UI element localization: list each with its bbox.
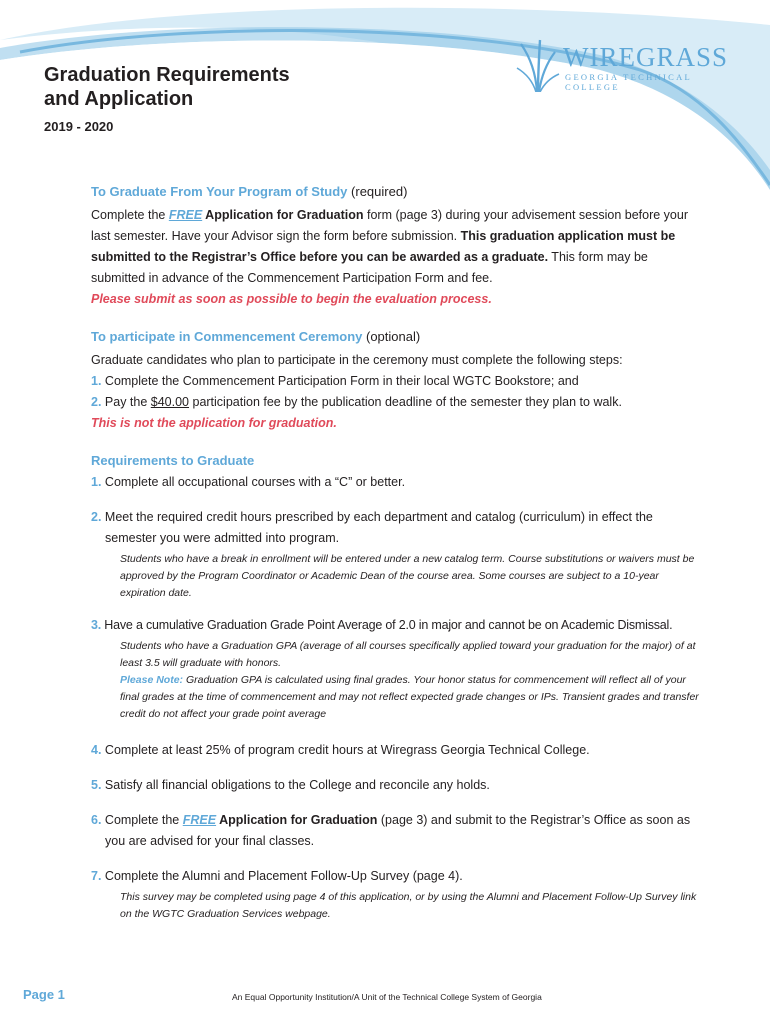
item-text: Complete at least 25% of program credit hours at Wiregrass Georgia Technical College. (101, 743, 590, 757)
step-item (91, 392, 703, 413)
heading-text: To participate in Commencement Ceremony (91, 329, 363, 344)
step-item (91, 371, 703, 392)
free-emphasis: FREE (168, 208, 203, 222)
text-span: This form may be submitted in advance of the Commencement Participation Form and fee. (91, 250, 648, 285)
application-name: Application for Graduation (216, 813, 378, 827)
grass-icon (515, 38, 561, 92)
item-number: 4. (91, 743, 102, 757)
item-number: 3. (91, 618, 102, 632)
text-span: form (page 3) during your advisement session before your last semester. Have your Advisor sign the form before submission. (91, 208, 688, 243)
please-note-label: Please Note: (120, 674, 184, 686)
item-note (120, 672, 705, 723)
free-emphasis: FREE (182, 813, 217, 827)
section-intro: Graduate candidates who plan to participate in the ceremony must complete the following steps: (91, 353, 623, 367)
requirement-item (91, 810, 703, 852)
item-text: Complete the Alumni and Placement Follow-Up Survey (page 4). (101, 869, 463, 883)
logo-subtitle: GEORGIA TECHNICAL COLLEGE (565, 72, 692, 92)
requirement-item (91, 740, 703, 761)
section-graduate-program (91, 183, 703, 310)
heading-tag: (required) (351, 184, 408, 199)
item-text: Meet the required credit hours prescribed by each department and catalog (curriculum) in effect the semester you were admitted into program. (101, 510, 653, 545)
alert-note: Please submit as soon as possible to begin the evaluation process. (91, 292, 492, 306)
item-number: 7. (91, 869, 102, 883)
page-number: Page 1 (23, 987, 65, 1002)
section-heading (91, 183, 703, 201)
heading-text: Requirements to Graduate (91, 453, 255, 468)
item-note: Students who have a Graduation GPA (average of all courses specifically applied toward your graduation for the major) of at least 3.5 will graduate with honors. (120, 640, 696, 669)
section-heading (91, 328, 703, 346)
item-text: (page 3) and submit to the Registrar’s Office as soon as you are advised for your final classes. (105, 813, 691, 848)
alert-note: This is not the application for graduation. (91, 416, 337, 430)
item-note: This survey may be completed using page 4 of this application, or by using the Alumni and Placement Follow-Up Survey link on the WGTC Graduation Services webpage. (120, 891, 697, 920)
section-requirements (91, 452, 703, 923)
title-line-1: Graduation Requirements (44, 64, 290, 86)
item-text: Satisfy all financial obligations to the College and reconcile any holds. (101, 778, 490, 792)
item-text: Complete all occupational courses with a “C” or better. (101, 475, 406, 489)
requirement-item (91, 472, 703, 493)
heading-tag: (optional) (366, 329, 421, 344)
logo-name: WIREGRASS (563, 42, 729, 72)
item-number: 6. (91, 813, 102, 827)
fee-amount: $40.00 (150, 395, 190, 409)
document-body (91, 183, 703, 923)
requirement-item (91, 507, 703, 549)
item-text: Complete the (101, 813, 183, 827)
item-note: Students who have a break in enrollment will be entered under a new catalog term. Course substitutions or waivers must be approved by the Program Coordinator or Academic Dean of the course area. Some courses are subject to a 10-year expiration date. (120, 553, 695, 599)
requirement-item (91, 866, 703, 887)
item-number: 5. (91, 778, 102, 792)
item-number: 2. (91, 510, 102, 524)
requirement-item (91, 615, 703, 636)
academic-year: 2019 - 2020 (44, 119, 114, 134)
section-paragraph (91, 205, 703, 289)
please-note-text: Graduation GPA is calculated using final grades. Your honor status for commencement will reflect all of your final grades at the time of commencement and may not reflect expected grade changes or IPs. Transient grades and transfer credit do not affect your grade point average (120, 674, 699, 720)
text-span: Complete the (91, 208, 169, 222)
section-heading (91, 452, 703, 470)
wiregrass-logo (515, 38, 745, 92)
footer-text: An Equal Opportunity Institution/A Unit of the Technical College System of Georgia (232, 992, 542, 1002)
requirement-item (91, 775, 703, 796)
step-number: 1. (91, 374, 102, 388)
step-number: 2. (91, 395, 102, 409)
item-number: 1. (91, 475, 102, 489)
step-text: Complete the Commencement Participation Form in their local WGTC Bookstore; and (101, 374, 579, 388)
bold-statement: This graduation application must be submitted to the Registrar’s Office before you can be awarded as a graduate. (91, 229, 676, 264)
item-text: Have a cumulative Graduation Grade Point Average of 2.0 in major and cannot be on Academic Dismissal. (101, 618, 673, 632)
step-text: participation fee by the publication deadline of the semester they plan to walk. (189, 395, 622, 409)
step-text: Pay the (101, 395, 151, 409)
section-commencement (91, 328, 703, 434)
page-title (44, 63, 290, 111)
heading-text: To Graduate From Your Program of Study (91, 184, 348, 199)
title-line-2: and Application (44, 88, 194, 110)
application-name: Application for Graduation (202, 208, 364, 222)
